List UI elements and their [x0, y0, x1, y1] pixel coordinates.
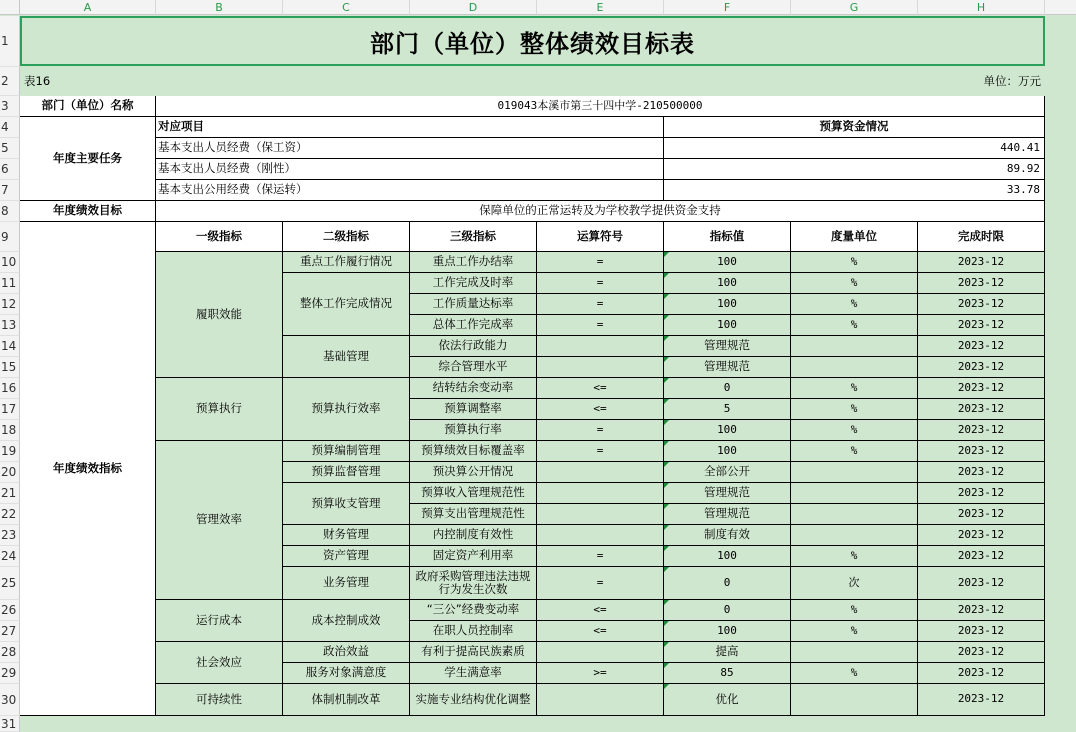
operator-cell[interactable]: =	[537, 294, 664, 315]
measure-unit[interactable]	[791, 504, 918, 525]
measure-unit[interactable]: %	[791, 546, 918, 567]
operator-cell[interactable]: =	[537, 252, 664, 273]
level3-indicator[interactable]: 学生满意率	[410, 663, 537, 684]
indicator-header[interactable]: 一级指标	[156, 222, 283, 252]
level3-indicator[interactable]: 在职人员控制率	[410, 621, 537, 642]
row-header[interactable]: 17	[0, 399, 20, 420]
indicator-value[interactable]: 管理规范	[664, 483, 791, 504]
level2-indicator[interactable]: 资产管理	[283, 546, 410, 567]
row-header[interactable]: 6	[0, 159, 20, 180]
operator-cell[interactable]: =	[537, 315, 664, 336]
measure-unit[interactable]: %	[791, 399, 918, 420]
measure-unit[interactable]	[791, 642, 918, 663]
row-header[interactable]: 1	[0, 16, 20, 67]
row-header[interactable]: 16	[0, 378, 20, 399]
level3-indicator[interactable]: 重点工作办结率	[410, 252, 537, 273]
indicator-value[interactable]: 提高	[664, 642, 791, 663]
operator-cell[interactable]	[537, 357, 664, 378]
operator-cell[interactable]: <=	[537, 399, 664, 420]
measure-unit[interactable]	[791, 336, 918, 357]
row-header[interactable]: 11	[0, 273, 20, 294]
completion-time[interactable]: 2023-12	[918, 462, 1045, 483]
completion-time[interactable]: 2023-12	[918, 420, 1045, 441]
row-header[interactable]: 12	[0, 294, 20, 315]
column-header[interactable]: B	[156, 0, 283, 15]
row-header[interactable]: 20	[0, 462, 20, 483]
dept-name-label[interactable]: 部门（单位）名称	[20, 96, 156, 117]
operator-cell[interactable]	[537, 336, 664, 357]
completion-time[interactable]: 2023-12	[918, 663, 1045, 684]
column-header[interactable]: A	[20, 0, 156, 15]
indicator-value[interactable]: 100	[664, 546, 791, 567]
level2-indicator[interactable]: 成本控制成效	[283, 600, 410, 642]
task-amount[interactable]: 89.92	[664, 159, 1045, 180]
row-header[interactable]: 31	[0, 716, 20, 732]
level3-indicator[interactable]: 预算收入管理规范性	[410, 483, 537, 504]
completion-time[interactable]: 2023-12	[918, 684, 1045, 716]
level2-indicator[interactable]: 整体工作完成情况	[283, 273, 410, 336]
level1-indicator[interactable]: 预算执行	[156, 378, 283, 441]
row-header[interactable]: 10	[0, 252, 20, 273]
row-header[interactable]: 8	[0, 201, 20, 222]
level2-indicator[interactable]: 体制机制改革	[283, 684, 410, 716]
dept-name-value[interactable]: 019043本溪市第三十四中学-210500000	[156, 96, 1045, 117]
completion-time[interactable]: 2023-12	[918, 315, 1045, 336]
select-all-corner[interactable]	[0, 0, 20, 15]
row-header[interactable]: 3	[0, 96, 20, 117]
task-col-budget-header[interactable]: 预算资金情况	[664, 117, 1045, 138]
task-item[interactable]: 基本支出人员经费（刚性）	[156, 159, 664, 180]
column-header[interactable]: G	[791, 0, 918, 15]
column-header-blank	[1045, 0, 1076, 15]
row-header[interactable]: 29	[0, 663, 20, 684]
indicator-value[interactable]: 100	[664, 315, 791, 336]
indicator-value[interactable]: 100	[664, 252, 791, 273]
measure-unit[interactable]: %	[791, 600, 918, 621]
level3-indicator[interactable]: 固定资产利用率	[410, 546, 537, 567]
task-amount[interactable]: 33.78	[664, 180, 1045, 201]
unit-label[interactable]: 单位：万元	[983, 73, 1041, 88]
indicator-value[interactable]: 100	[664, 294, 791, 315]
level2-indicator[interactable]: 预算执行效率	[283, 378, 410, 441]
level1-indicator[interactable]: 履职效能	[156, 252, 283, 378]
level1-indicator[interactable]: 可持续性	[156, 684, 283, 716]
completion-time[interactable]: 2023-12	[918, 567, 1045, 600]
annual-goal-text[interactable]: 保障单位的正常运转及为学校教学提供资金支持	[156, 201, 1045, 222]
level3-indicator[interactable]: 预算执行率	[410, 420, 537, 441]
level3-indicator[interactable]: 依法行政能力	[410, 336, 537, 357]
level2-indicator[interactable]: 政治效益	[283, 642, 410, 663]
level2-indicator[interactable]: 财务管理	[283, 525, 410, 546]
operator-cell[interactable]: =	[537, 546, 664, 567]
measure-unit[interactable]	[791, 684, 918, 716]
column-header[interactable]: E	[537, 0, 664, 15]
task-item[interactable]: 基本支出人员经费（保工资）	[156, 138, 664, 159]
level2-indicator[interactable]: 预算编制管理	[283, 441, 410, 462]
completion-time[interactable]: 2023-12	[918, 336, 1045, 357]
indicator-value[interactable]: 全部公开	[664, 462, 791, 483]
indicator-value[interactable]: 管理规范	[664, 336, 791, 357]
operator-cell[interactable]	[537, 525, 664, 546]
level3-indicator[interactable]: “三公”经费变动率	[410, 600, 537, 621]
operator-cell[interactable]	[537, 462, 664, 483]
completion-time[interactable]: 2023-12	[918, 483, 1045, 504]
operator-cell[interactable]: =	[537, 273, 664, 294]
operator-cell[interactable]: =	[537, 441, 664, 462]
level1-indicator[interactable]: 社会效应	[156, 642, 283, 684]
measure-unit[interactable]: %	[791, 378, 918, 399]
column-header[interactable]: F	[664, 0, 791, 15]
level2-indicator[interactable]: 预算收支管理	[283, 483, 410, 525]
completion-time[interactable]: 2023-12	[918, 600, 1045, 621]
row-header[interactable]: 15	[0, 357, 20, 378]
measure-unit[interactable]: %	[791, 441, 918, 462]
row-header[interactable]: 7	[0, 180, 20, 201]
operator-cell[interactable]: <=	[537, 621, 664, 642]
row-header[interactable]: 9	[0, 222, 20, 252]
row-header[interactable]: 23	[0, 525, 20, 546]
indicator-value[interactable]: 100	[664, 273, 791, 294]
indicator-header[interactable]: 二级指标	[283, 222, 410, 252]
measure-unit[interactable]	[791, 525, 918, 546]
indicator-header[interactable]: 运算符号	[537, 222, 664, 252]
indicator-value[interactable]: 管理规范	[664, 357, 791, 378]
level3-indicator[interactable]: 工作质量达标率	[410, 294, 537, 315]
indicator-header[interactable]: 完成时限	[918, 222, 1045, 252]
completion-time[interactable]: 2023-12	[918, 621, 1045, 642]
measure-unit[interactable]: %	[791, 621, 918, 642]
indicator-value[interactable]: 制度有效	[664, 525, 791, 546]
indicator-header[interactable]: 指标值	[664, 222, 791, 252]
completion-time[interactable]: 2023-12	[918, 504, 1045, 525]
indicator-value[interactable]: 优化	[664, 684, 791, 716]
completion-time[interactable]: 2023-12	[918, 441, 1045, 462]
indicator-header[interactable]: 度量单位	[791, 222, 918, 252]
completion-time[interactable]: 2023-12	[918, 294, 1045, 315]
indicator-value[interactable]: 0	[664, 567, 791, 600]
level2-indicator[interactable]: 重点工作履行情况	[283, 252, 410, 273]
indicator-value[interactable]: 85	[664, 663, 791, 684]
indicator-value[interactable]: 100	[664, 420, 791, 441]
row-header[interactable]: 30	[0, 684, 20, 716]
row-header[interactable]: 22	[0, 504, 20, 525]
level3-indicator[interactable]: 预算绩效目标覆盖率	[410, 441, 537, 462]
level3-indicator[interactable]: 总体工作完成率	[410, 315, 537, 336]
row-header[interactable]: 21	[0, 483, 20, 504]
level3-indicator[interactable]: 预算支出管理规范性	[410, 504, 537, 525]
operator-cell[interactable]	[537, 504, 664, 525]
annual-indicator-label[interactable]: 年度绩效指标	[20, 222, 156, 716]
row-header[interactable]: 4	[0, 117, 20, 138]
operator-cell[interactable]	[537, 483, 664, 504]
measure-unit[interactable]: %	[791, 663, 918, 684]
indicator-header[interactable]: 三级指标	[410, 222, 537, 252]
row-header[interactable]: 5	[0, 138, 20, 159]
measure-unit[interactable]: 次	[791, 567, 918, 600]
level3-indicator[interactable]: 实施专业结构优化调整	[410, 684, 537, 716]
completion-time[interactable]: 2023-12	[918, 525, 1045, 546]
level2-indicator[interactable]: 服务对象满意度	[283, 663, 410, 684]
completion-time[interactable]: 2023-12	[918, 273, 1045, 294]
column-header[interactable]: D	[410, 0, 537, 15]
level2-indicator[interactable]: 业务管理	[283, 567, 410, 600]
level2-indicator[interactable]: 预算监督管理	[283, 462, 410, 483]
level1-indicator[interactable]: 运行成本	[156, 600, 283, 642]
indicator-value[interactable]: 100	[664, 441, 791, 462]
row-header[interactable]: 26	[0, 600, 20, 621]
measure-unit[interactable]	[791, 357, 918, 378]
operator-cell[interactable]: <=	[537, 378, 664, 399]
task-item[interactable]: 基本支出公用经费（保运转）	[156, 180, 664, 201]
level1-indicator[interactable]: 管理效率	[156, 441, 283, 600]
row-header[interactable]: 13	[0, 315, 20, 336]
level3-indicator[interactable]: 结转结余变动率	[410, 378, 537, 399]
operator-cell[interactable]	[537, 684, 664, 716]
level3-indicator[interactable]: 工作完成及时率	[410, 273, 537, 294]
annual-task-label[interactable]: 年度主要任务	[20, 117, 156, 201]
measure-unit[interactable]: %	[791, 315, 918, 336]
row-header[interactable]: 28	[0, 642, 20, 663]
completion-time[interactable]: 2023-12	[918, 546, 1045, 567]
row-header[interactable]: 2	[0, 67, 20, 96]
table-number[interactable]: 表16	[24, 73, 51, 88]
measure-unit[interactable]	[791, 483, 918, 504]
indicator-value[interactable]: 管理规范	[664, 504, 791, 525]
row-header[interactable]: 25	[0, 567, 20, 600]
row-header[interactable]: 14	[0, 336, 20, 357]
row-header[interactable]: 24	[0, 546, 20, 567]
level3-indicator[interactable]: 政府采购管理违法违规行为发生次数	[410, 567, 537, 600]
completion-time[interactable]: 2023-12	[918, 252, 1045, 273]
column-header[interactable]: H	[918, 0, 1045, 15]
task-amount[interactable]: 440.41	[664, 138, 1045, 159]
measure-unit[interactable]: %	[791, 273, 918, 294]
indicator-value[interactable]: 100	[664, 621, 791, 642]
indicator-value[interactable]: 5	[664, 399, 791, 420]
completion-time[interactable]: 2023-12	[918, 642, 1045, 663]
operator-cell[interactable]: >=	[537, 663, 664, 684]
sheet-title[interactable]: 部门（单位）整体绩效目标表	[20, 16, 1045, 66]
measure-unit[interactable]	[791, 462, 918, 483]
annual-goal-label[interactable]: 年度绩效目标	[20, 201, 156, 222]
row-header[interactable]: 18	[0, 420, 20, 441]
measure-unit[interactable]: %	[791, 252, 918, 273]
completion-time[interactable]: 2023-12	[918, 378, 1045, 399]
task-col-project-header[interactable]: 对应项目	[156, 117, 664, 138]
operator-cell[interactable]: =	[537, 567, 664, 600]
completion-time[interactable]: 2023-12	[918, 357, 1045, 378]
completion-time[interactable]: 2023-12	[918, 399, 1045, 420]
operator-cell[interactable]	[537, 642, 664, 663]
row-header[interactable]: 19	[0, 441, 20, 462]
level3-indicator[interactable]: 预决算公开情况	[410, 462, 537, 483]
measure-unit[interactable]: %	[791, 294, 918, 315]
operator-cell[interactable]: =	[537, 420, 664, 441]
indicator-value[interactable]: 0	[664, 378, 791, 399]
level3-indicator[interactable]: 内控制度有效性	[410, 525, 537, 546]
level3-indicator[interactable]: 有利于提高民族素质	[410, 642, 537, 663]
level2-indicator[interactable]: 基础管理	[283, 336, 410, 378]
operator-cell[interactable]: <=	[537, 600, 664, 621]
measure-unit[interactable]: %	[791, 420, 918, 441]
row-header[interactable]: 27	[0, 621, 20, 642]
column-header[interactable]: C	[283, 0, 410, 15]
level3-indicator[interactable]: 预算调整率	[410, 399, 537, 420]
indicator-value[interactable]: 0	[664, 600, 791, 621]
level3-indicator[interactable]: 综合管理水平	[410, 357, 537, 378]
